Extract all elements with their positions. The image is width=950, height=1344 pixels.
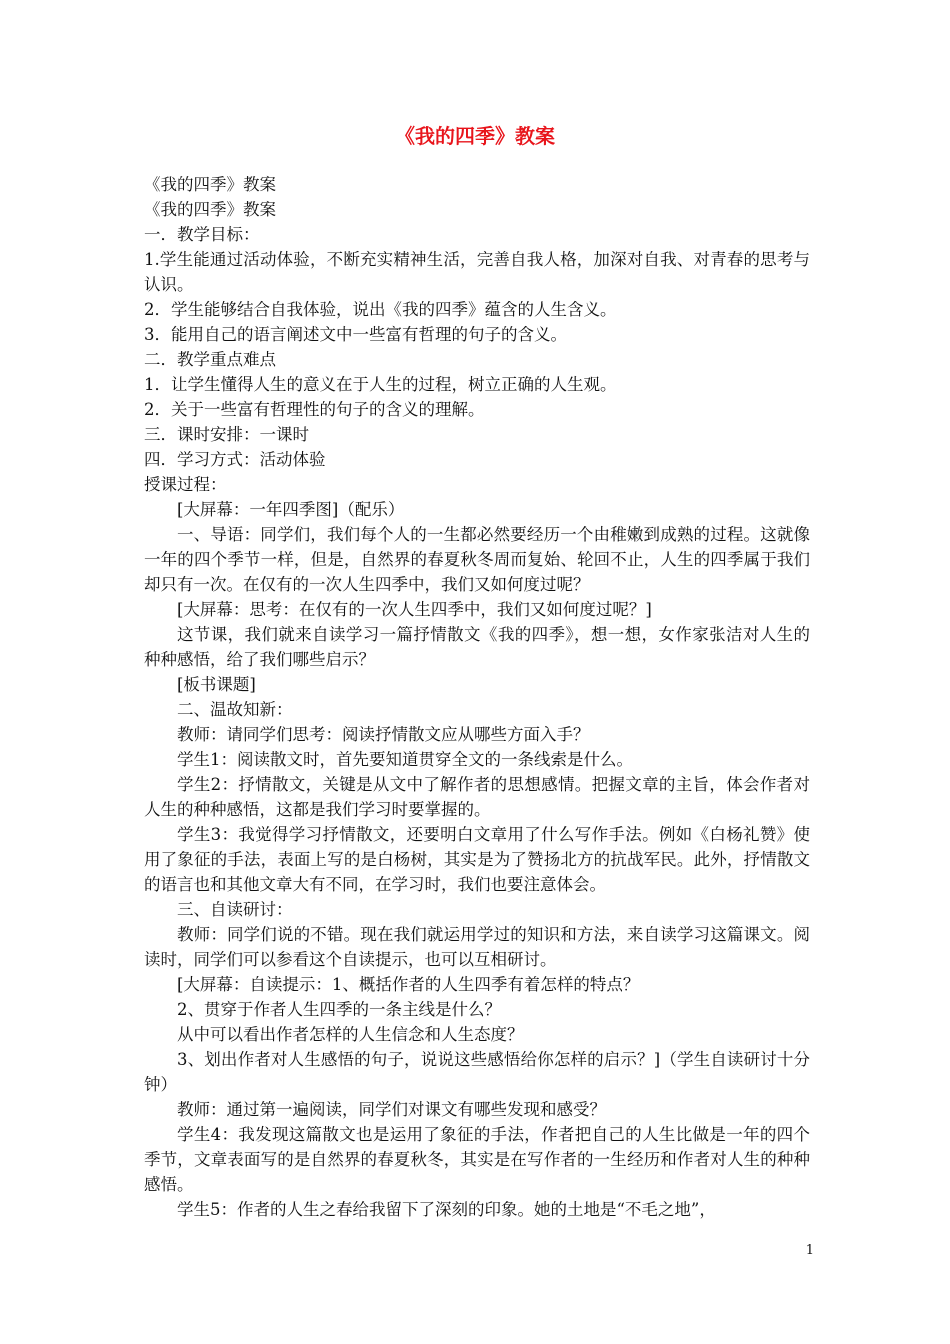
body-paragraph: [板书课题]: [177, 675, 256, 694]
document-body: [144, 172, 810, 1222]
body-paragraph: 学生3：我觉得学习抒情散文，还要明白文章用了什么写作手法。例如《白杨礼赞》使用了象征的手法，表面上写的是白杨树，其实是为了赞扬北方的抗战军民。此外，抒情散文的语言也和其他文章大有不同，在学习时，我们也要注意体会。: [144, 825, 810, 894]
body-paragraph: 教师：通过第一遍阅读，同学们对课文有哪些发现和感受？: [177, 1100, 606, 1119]
body-line: 1．让学生懂得人生的意义在于人生的过程，树立正确的人生观。: [144, 375, 617, 394]
body-paragraph: [大屏幕：一年四季图]（配乐）: [177, 500, 405, 519]
document-title: 《我的四季》教案: [395, 124, 555, 148]
section-heading: 三．课时安排：一课时: [144, 425, 309, 444]
body-paragraph: 三、自读研讨：: [177, 900, 293, 919]
body-paragraph: 这节课，我们就来自读学习一篇抒情散文《我的四季》，想一想，女作家张洁对人生的种种感悟，给了我们哪些启示？: [144, 625, 810, 669]
section-heading: 授课过程：: [144, 475, 227, 494]
body-line: 2．关于一些富有哲理性的句子的含义的理解。: [144, 400, 485, 419]
section-heading: 二．教学重点难点: [144, 350, 276, 369]
body-paragraph: 学生5：作者的人生之春给我留下了深刻的印象。她的土地是“不毛之地”，: [177, 1200, 716, 1219]
body-paragraph: 学生4：我发现这篇散文也是运用了象征的手法，作者把自己的人生比做是一年的四个季节，文章表面写的是自然界的春夏秋冬，其实是在写作者的一生经历和作者对人生的种种感悟。: [144, 1125, 810, 1194]
body-paragraph: 2、贯穿于作者人生四季的一条主线是什么？: [177, 1000, 501, 1019]
body-paragraph: 二、温故知新：: [177, 700, 293, 719]
body-paragraph: 从中可以看出作者怎样的人生信念和人生态度？: [177, 1025, 524, 1044]
body-paragraph: [大屏幕：思考：在仅有的一次人生四季中，我们又如何度过呢？]: [177, 600, 652, 619]
body-line: 《我的四季》教案: [144, 200, 276, 219]
body-paragraph: 3、划出作者对人生感悟的句子，说说这些感悟给你怎样的启示？]（学生自读研讨十分钟）: [144, 1050, 810, 1094]
body-line: 3．能用自己的语言阐述文中一些富有哲理的句子的含义。: [144, 325, 567, 344]
body-paragraph: 教师：同学们说的不错。现在我们就运用学过的知识和方法，来自读学习这篇课文。阅读时，同学们可以参看这个自读提示，也可以互相研讨。: [144, 925, 810, 969]
body-paragraph: 学生1：阅读散文时，首先要知道贯穿全文的一条线索是什么。: [177, 750, 633, 769]
section-heading: 四．学习方式：活动体验: [144, 450, 326, 469]
body-paragraph: [大屏幕：自读提示：1、概括作者的人生四季有着怎样的特点？: [177, 975, 640, 994]
body-paragraph: 教师：请同学们思考：阅读抒情散文应从哪些方面入手？: [177, 725, 590, 744]
page-number: 1: [805, 1243, 814, 1258]
section-heading: 一．教学目标：: [144, 225, 260, 244]
body-paragraph: 学生2：抒情散文，关键是从文中了解作者的思想感情。把握文章的主旨，体会作者对人生的种种感悟，这都是我们学习时要掌握的。: [144, 775, 810, 819]
body-line: 2．学生能够结合自我体验，说出《我的四季》蕴含的人生含义。: [144, 300, 617, 319]
body-paragraph: 一、导语：同学们，我们每个人的一生都必然要经历一个由稚嫩到成熟的过程。这就像一年的四个季节一样，但是，自然界的春夏秋冬周而复始、轮回不止，人生的四季属于我们却只有一次。在仅有的一次人生四季中，我们又如何度过呢？: [144, 525, 810, 594]
body-line: 1.学生能通过活动体验，不断充实精神生活，完善自我人格，加深对自我、对青春的思考与认识。: [144, 250, 810, 294]
body-line: 《我的四季》教案: [144, 175, 276, 194]
